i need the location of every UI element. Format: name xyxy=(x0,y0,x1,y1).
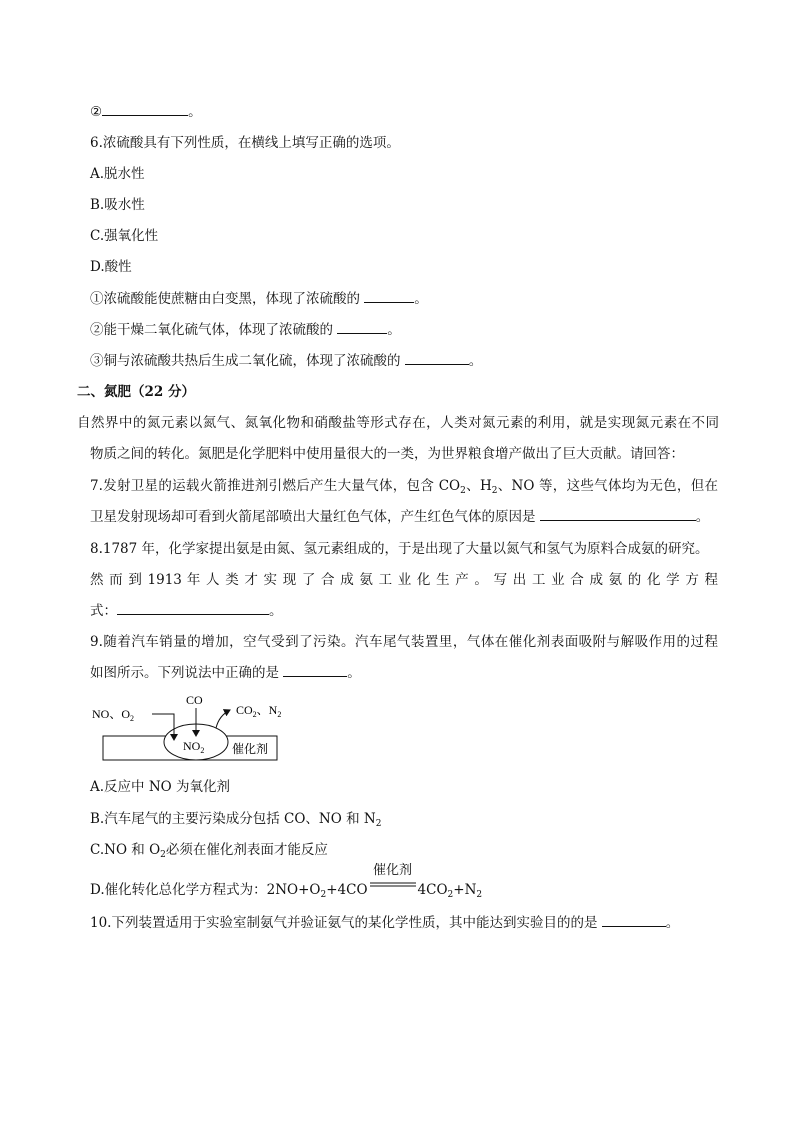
equation-right: $4CO_2+N_2$ xyxy=(417,882,483,900)
section-intro-line1: 自然界中的氮元素以氮气、氮氧化物和硝酸盐等形式存在，人类对氮元素的利用，就是实现氮元素在不同 xyxy=(77,415,719,431)
q6-option-c: C.强氧化性 xyxy=(90,228,159,244)
q8-line1: 8.1787 年，化学家提出氨是由氮、氢元素组成的，于是出现了大量以氮气和氢气为原料合成氨的研究。 xyxy=(90,541,709,557)
q6-sub3: ③铜与浓硫酸共热后生成二氧化硫，体现了浓硫酸的 。 xyxy=(90,353,483,369)
answer-blank[interactable] xyxy=(540,508,696,521)
q9-line1: 9.随着汽车销量的增加，空气受到了污染。汽车尾气装置里，气体在催化剂表面吸附与解吸作用的过程 xyxy=(90,634,718,650)
q9-option-b: B.汽车尾气的主要污染成分包括 CO、NO 和 $N_2$ xyxy=(90,811,382,829)
q6-option-a: A.脱水性 xyxy=(90,166,145,182)
equation-left: $2NO+O_2+4CO$ xyxy=(266,882,368,900)
output-gases-label: $CO_2$、$N_2$ xyxy=(236,703,282,719)
input-gases-label: NO、$O_2$ xyxy=(92,707,134,723)
answer-blank[interactable] xyxy=(117,602,269,615)
q8-line3: 式： 。 xyxy=(90,603,283,619)
section-heading: 二、氮肥（22 分） xyxy=(77,384,195,400)
co-label: CO xyxy=(186,693,203,707)
q5-item2: ② 。 xyxy=(90,104,202,120)
q10-line: 10.下列装置适用于实验室制氨气并验证氨气的某化学性质，其中能达到实验目的的是 。 xyxy=(90,915,680,931)
q9-option-c: C.NO 和 $O_2$必须在催化剂表面才能反应 xyxy=(90,842,328,860)
answer-blank[interactable] xyxy=(337,321,387,334)
q6-sub2: ②能干燥二氧化硫气体，体现了浓硫酸的 。 xyxy=(90,322,401,338)
q6-option-b: B.吸水性 xyxy=(90,197,145,213)
answer-blank[interactable] xyxy=(283,664,347,677)
answer-blank[interactable] xyxy=(364,290,414,303)
q6-option-d: D.酸性 xyxy=(90,259,132,275)
q8-line2: 然 而 到 1913 年 人 类 才 实 现 了 合 成 氨 工 业 化 生 产 。 写 出 工 业 合 成 氨 的 化 学 方 程 xyxy=(90,572,718,588)
answer-blank[interactable] xyxy=(102,103,188,116)
q7-line2: 卫星发射现场却可看到火箭尾部喷出大量红色气体，产生红色气体的原因是 。 xyxy=(90,509,710,525)
catalyst-adsorption-diagram xyxy=(90,692,290,762)
q6-sub1: ①浓硫酸能使蔗糖由白变黑，体现了浓硫酸的 。 xyxy=(90,291,428,307)
q6-stem: 6.浓硫酸具有下列性质，在横线上填写正确的选项。 xyxy=(90,135,400,151)
reaction-condition-arrow: 催化剂 xyxy=(373,863,413,878)
catalyst-label: 催化剂 xyxy=(232,742,269,756)
no2-label: $NO_2$ xyxy=(183,739,205,755)
q9-option-a: A.反应中 NO 为氧化剂 xyxy=(90,779,231,795)
q7-line1: 7.发射卫星的运载火箭推进剂引燃后产生大量气体，包含 $CO_2$、$H_2$、NO 等，这些气体均为无色，但在 xyxy=(90,478,719,496)
output-arrow xyxy=(216,710,230,728)
answer-blank[interactable] xyxy=(405,352,469,365)
q9-line2: 如图所示。下列说法中正确的是 。 xyxy=(90,665,361,681)
section-intro-line2: 物质之间的转化。氮肥是化学肥料中使用量很大的一类，为世界粮食增产做出了巨大贡献。请回答： xyxy=(90,446,684,462)
answer-blank[interactable] xyxy=(602,914,666,927)
q9-option-d: D.催化转化总化学方程式为：$2NO+O_2+4CO$ 催化剂 $4CO_2+N_2$ xyxy=(90,863,483,900)
